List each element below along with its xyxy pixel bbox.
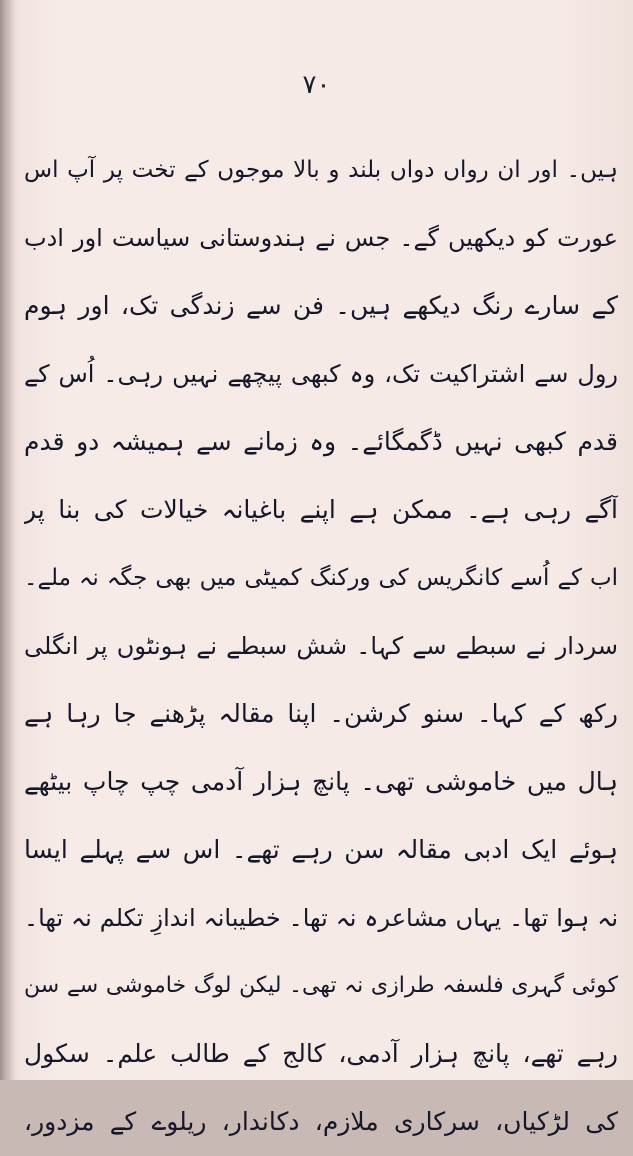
text-line: آگے رہی ہے۔ ممکن ہے اپنے باغیانہ خیالات کی بنا پر — [24, 495, 618, 524]
text-line: ہال میں خاموشی تھی۔ پانچ ہزار آدمی چپ چاپ بیٹھے — [24, 767, 618, 796]
text-line: کی لڑکیاں، سرکاری ملازم، دکاندار، ریلوے کے مزدور، — [24, 1107, 618, 1136]
text-line: رہے تھے، پانچ ہزار آدمی، کالج کے طالب علم۔ سکول — [24, 1039, 618, 1068]
page-binding-edge — [0, 0, 16, 1080]
text-line: سردار نے سبطے سے کہا۔ شش سبطے نے ہونٹوں پر انگلی — [24, 632, 618, 660]
body-text — [24, 136, 618, 1156]
text-line: کے سارے رنگ دیکھے ہیں۔ فن سے زندگی تک، اور ہوم — [24, 291, 618, 320]
text-line: رول سے اشتراکیت تک، وہ کبھی پیچھے نہیں رہی۔ اُس کے — [24, 360, 618, 388]
text-line: رکھ کے کہا۔ سنو کرشن۔ اپنا مقالہ پڑھنے جا رہا ہے — [24, 699, 618, 728]
text-line: نہ ہوا تھا۔ یہاں مشاعرہ نہ تھا۔ خطیبانہ اندازِ تکلم نہ تھا۔ — [24, 904, 618, 932]
text-line: اب کے اُسے کانگریس کی ورکنگ کمیٹی میں بھی جگہ نہ ملے۔ — [24, 565, 618, 591]
text-line: ہوئے ایک ادبی مقالہ سن رہے تھے۔ اس سے پہلے ایسا — [24, 835, 618, 864]
page-number: ۷۰ — [302, 70, 331, 100]
text-line: ہیں۔ اور ان رواں دواں بلند و بالا موجوں کے تخت پر آپ اس — [24, 157, 618, 183]
text-line: عورت کو دیکھیں گے۔ جس نے ہندوستانی سیاست اور ادب — [24, 224, 618, 252]
text-line: کوئی گہری فلسفہ طرازی نہ تھی۔ لیکن لوگ خاموشی سے سن — [24, 973, 618, 998]
text-line: قدم کبھی نہیں ڈگمگائے۔ وہ زمانے سے ہمیشہ دو قدم — [24, 427, 618, 456]
